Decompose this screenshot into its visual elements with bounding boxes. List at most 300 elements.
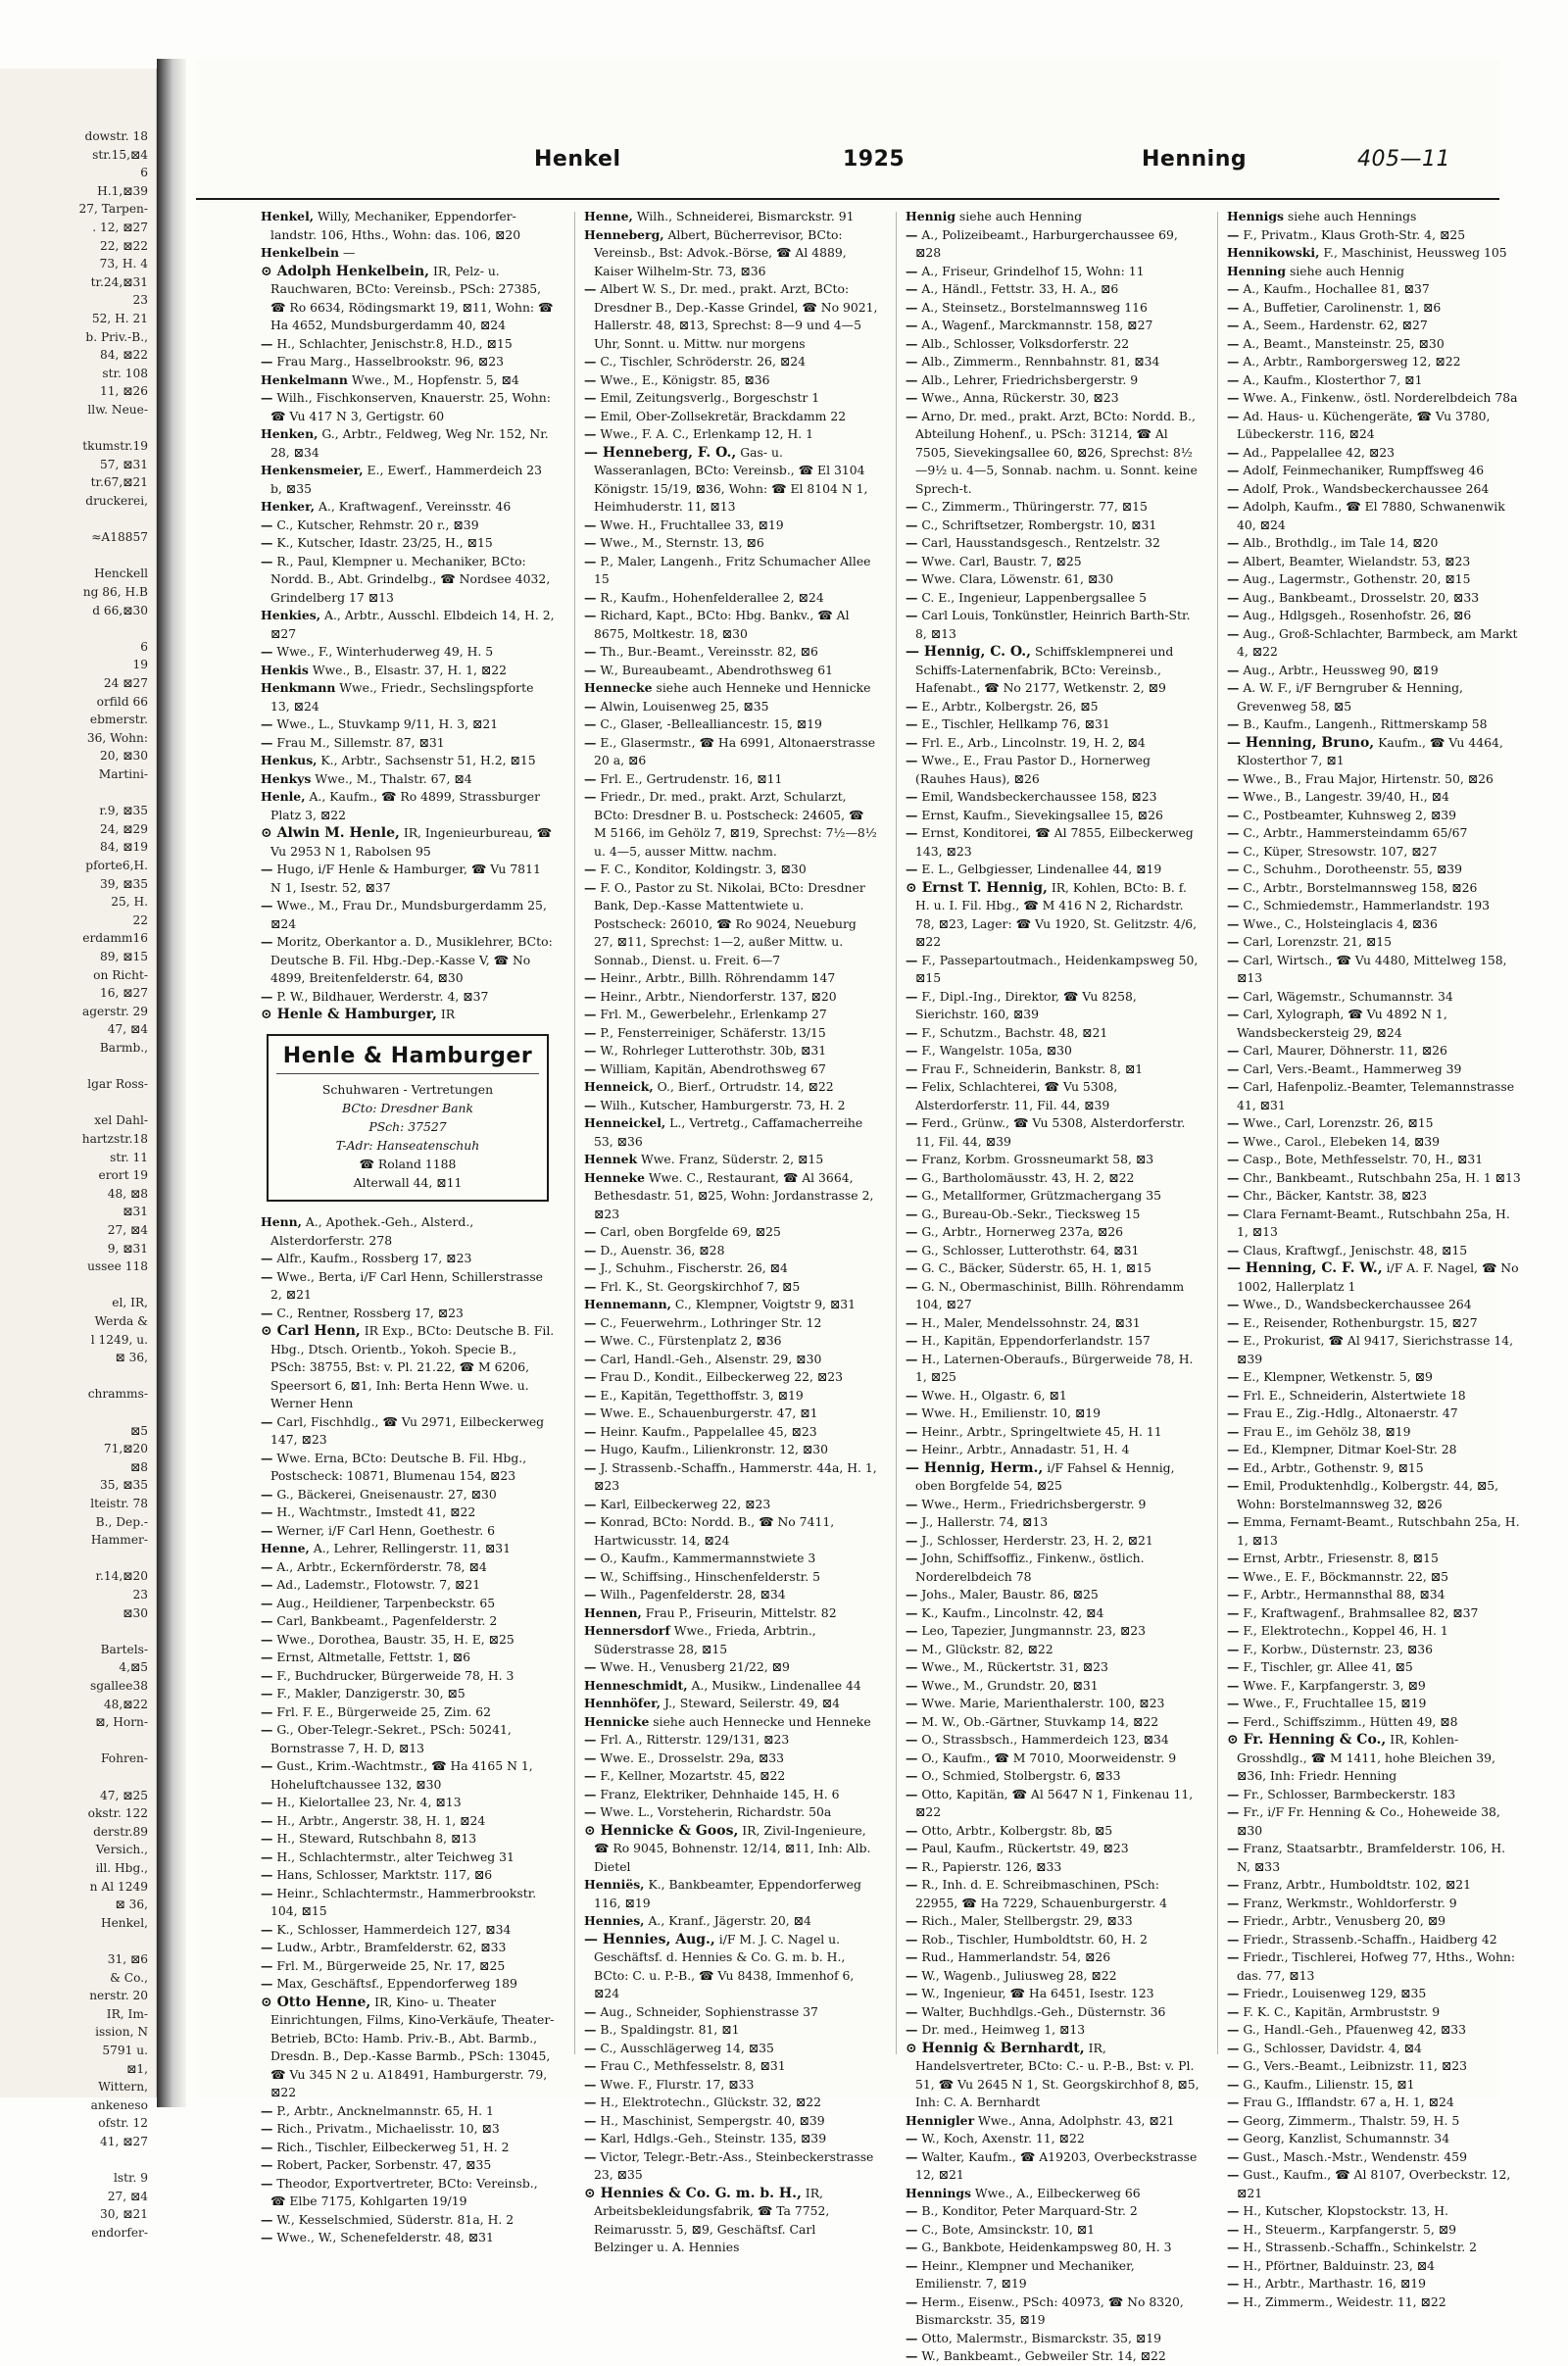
entry-details: W., Kesselschmied, Süderstr. 81a, H. 2 xyxy=(272,2211,514,2227)
entry-details: Franz, Arbtr., Humboldtstr. 102, ⊠21 xyxy=(1239,1877,1472,1892)
entry-name: — xyxy=(1227,335,1240,351)
directory-entry xyxy=(1227,1459,1521,1478)
directory-entry xyxy=(906,353,1200,371)
directory-entry xyxy=(261,2175,555,2211)
entry-details: A., Kaufm., Klosterthor 7, ⊠1 xyxy=(1239,371,1423,387)
entry-name: — xyxy=(906,2221,918,2237)
entry-details: Frl. E., Arb., Lincolnstr. 19, H. 2, ⊠4 xyxy=(917,734,1146,750)
directory-entry xyxy=(1227,1731,1521,1786)
entry-details: C., Arbtr., Hammersteindamm 65/67 xyxy=(1239,825,1468,840)
directory-entry xyxy=(906,1604,1200,1623)
directory-entry xyxy=(584,1259,878,1278)
entry-name: — xyxy=(906,862,918,876)
entry-details: Friedr., Dr. med., prakt. Arzt, Schularzt, BCto: Dresdner B. u. Postscheck: 24605, ☎ M 5166, im Gehölz 7, ⊠19, Sprechst: 7½—8½ u. 4—5, ausser Mittw. nachm. xyxy=(594,789,877,859)
entry-name: — xyxy=(906,1405,918,1420)
entry-name: — xyxy=(906,825,918,840)
directory-entry xyxy=(1227,2003,1521,2022)
entry-name: — xyxy=(906,226,918,242)
directory-entry xyxy=(584,1658,878,1677)
entry-name: — xyxy=(906,1949,918,1964)
directory-entry xyxy=(584,517,878,535)
entry-details: Frau P., Friseurin, Mittelstr. 82 xyxy=(641,1604,837,1620)
entry-name: — xyxy=(1227,807,1240,822)
directory-entry xyxy=(1227,1169,1521,1188)
ad-line: ☎ Roland 1188 xyxy=(359,1157,457,1171)
entry-details: L., Vertretg., Caffamacherreihe 53, ⊠36 xyxy=(594,1115,863,1149)
directory-entry xyxy=(584,208,878,226)
entry-name: — xyxy=(584,1568,597,1584)
entry-name: — xyxy=(1227,2240,1240,2254)
entry-name: — xyxy=(1227,825,1240,840)
entry-details: G., Bartholomäusstr. 43, H. 2, ⊠22 xyxy=(917,1169,1135,1185)
entry-name: ⊙ Otto Henne, xyxy=(261,1994,371,2010)
entry-details: A., Polizeibeamt., Harburgerchaussee 69, ⊠28 xyxy=(915,226,1178,260)
entry-details: Frau D., Kondit., Eilbeckerweg 22, ⊠23 xyxy=(596,1369,844,1384)
ad-line: PSch: 37527 xyxy=(368,1119,447,1134)
directory-entry xyxy=(584,2112,878,2131)
directory-entry xyxy=(1227,607,1521,625)
directory-entry xyxy=(906,1550,1200,1586)
directory-entry xyxy=(1227,824,1521,843)
directory-entry xyxy=(1227,1658,1521,1677)
entry-name: — xyxy=(261,1613,273,1628)
entry-name: — Henning, C. F. W., xyxy=(1227,1260,1383,1276)
entry-details: G., Bankbote, Heidenkampsweg 80, H. 3 xyxy=(917,2240,1172,2254)
entry-details: A., Arbtr., Ausschl. Elbdeich 14, H. 2, ⊠27 xyxy=(270,608,555,641)
entry-name: — xyxy=(1227,2167,1240,2182)
entry-name: — xyxy=(261,1795,273,1809)
entry-details: Wwe., Frieda, Arbtrin., Süderstrasse 28, ⊠15 xyxy=(594,1623,816,1656)
entry-details: Felix, Schlachterei, ☎ Vu 5308, Alsterdorferstr. 11, Fil. 44, ⊠39 xyxy=(915,1079,1118,1112)
entry-details: Alfr., Kaufm., Rossberg 17, ⊠23 xyxy=(272,1251,472,1265)
directory-entry xyxy=(261,1250,555,1268)
directory-entry xyxy=(1227,2076,1521,2095)
directory-entry xyxy=(906,280,1200,299)
entry-name: Henkies, xyxy=(261,608,321,622)
entry-details: Carl, Xylograph, ☎ Vu 4892 N 1, Wandsbeckersteig 29, ⊠24 xyxy=(1237,1007,1447,1040)
directory-entry xyxy=(1227,1296,1521,1314)
facing-page-fragment: 84, ⊠22 xyxy=(100,348,148,363)
entry-name: — xyxy=(1227,1568,1240,1584)
entry-name: — xyxy=(261,390,273,405)
directory-entry xyxy=(906,371,1200,390)
entry-details: Wwe., M., Grundstr. 20, ⊠31 xyxy=(917,1677,1099,1693)
facing-page-fragment: okstr. 122 xyxy=(87,1806,148,1821)
directory-entry xyxy=(1227,1206,1521,1242)
entry-details: Aug., Arbtr., Heussweg 90, ⊠19 xyxy=(1239,662,1439,677)
entry-name: Henniës, xyxy=(584,1877,645,1892)
entry-details: Ernst, Konditorei, ☎ Al 7855, Eilbeckerweg 143, ⊠23 xyxy=(915,825,1194,859)
directory-entry xyxy=(261,1685,555,1703)
entry-details: Aug., Heildiener, Tarpenbeckstr. 65 xyxy=(272,1595,496,1610)
directory-entry xyxy=(906,299,1200,318)
entry-name: — xyxy=(906,1442,918,1456)
entry-details: D., Auenstr. 36, ⊠28 xyxy=(596,1242,725,1257)
directory-entry xyxy=(261,1540,555,1558)
directory-entry xyxy=(1227,2239,1521,2257)
entry-name: — xyxy=(1227,1442,1240,1456)
entry-name: — xyxy=(906,2330,918,2345)
directory-entry xyxy=(1227,2166,1521,2202)
facing-page-fragment: str. 11 xyxy=(110,1150,148,1164)
directory-entry xyxy=(584,2076,878,2095)
directory-entry xyxy=(584,643,878,662)
header-left-word: Henkel xyxy=(534,147,621,172)
directory-entry xyxy=(261,1413,555,1450)
entry-name: Hennemann, xyxy=(584,1297,671,1311)
directory-entry xyxy=(584,969,878,988)
entry-name: — xyxy=(584,553,597,568)
directory-entry xyxy=(906,1750,1200,1768)
entry-name: — xyxy=(261,1504,273,1519)
entry-name: ⊙ Henle & Hamburger, xyxy=(261,1007,437,1022)
entry-name: Hennies, xyxy=(584,1913,645,1928)
facing-page-fragment: Barmb., xyxy=(99,1041,148,1055)
directory-entry xyxy=(261,1921,555,1940)
directory-entry xyxy=(1227,1840,1521,1876)
directory-entry xyxy=(261,553,555,608)
directory-entry xyxy=(1227,1187,1521,1206)
directory-entry xyxy=(261,770,555,789)
entry-details: K., Kaufm., Lincolnstr. 42, ⊠4 xyxy=(917,1604,1104,1620)
entry-details: Gas- u. Wasseranlagen, BCto: Vereinsb., ☎ El 3104 Königstr. 15/19, ⊠36, Wohn: ☎ El 8104 N 1, Heimhuderstr. 11, ⊠13 xyxy=(594,444,868,514)
entry-name: — xyxy=(1227,1297,1240,1311)
entry-name: — xyxy=(906,2348,918,2363)
entry-details: P., Fensterreiniger, Schäferstr. 13/15 xyxy=(596,1024,826,1040)
directory-entry xyxy=(906,1206,1200,1224)
entry-details: Franz, Werkmstr., Wohldorferstr. 9 xyxy=(1239,1895,1457,1910)
directory-entry xyxy=(1227,1586,1521,1604)
directory-entry xyxy=(584,1296,878,1314)
entry-details: C., Schmiedemstr., Hammerlandstr. 193 xyxy=(1239,898,1490,912)
entry-details: Albert, Beamter, Wielandstr. 53, ⊠23 xyxy=(1239,553,1471,568)
directory-entry xyxy=(261,1486,555,1504)
entry-name: — Hennies, Aug., xyxy=(584,1931,715,1947)
directory-column-2 xyxy=(584,208,878,2254)
entry-name: — xyxy=(584,1314,597,1330)
entry-details: Frl. K., St. Georgskirchhof 7, ⊠5 xyxy=(596,1278,801,1294)
directory-entry xyxy=(906,643,1200,698)
entry-details: Kaufm., ☎ Vu 4464, Klosterthor 7, ⊠1 xyxy=(1237,734,1503,767)
entry-name: — xyxy=(906,2148,918,2164)
entry-name: — xyxy=(261,1848,273,1864)
entry-name: — xyxy=(1227,934,1240,949)
facing-page-fragment: 31, ⊠6 xyxy=(107,1952,148,1966)
facing-page-fragment: 47, ⊠25 xyxy=(100,1788,148,1802)
entry-name: — xyxy=(1227,1043,1240,1058)
directory-entry xyxy=(906,1767,1200,1786)
directory-entry xyxy=(1227,879,1521,898)
entry-details: siehe auch Hennig xyxy=(1286,263,1405,278)
facing-page-fragment: 27, ⊠4 xyxy=(107,2189,148,2203)
directory-entry xyxy=(1227,570,1521,589)
directory-entry xyxy=(261,498,555,517)
directory-entry xyxy=(584,2148,878,2185)
entry-name: — xyxy=(584,879,597,895)
entry-details: IR, Handelsvertreter, BCto: C.- u. P.-B., Bst: v. Pl. 51, ☎ Vu 2645 N 1, St. Georgskirchhof 8, ⊠5, Inh: C. A. Bernhardt xyxy=(915,2040,1200,2109)
directory-entry xyxy=(906,1278,1200,1314)
entry-name: — xyxy=(261,1577,273,1592)
column-rule xyxy=(896,212,897,2054)
directory-entry xyxy=(1227,2148,1521,2167)
entry-name: — xyxy=(261,1686,273,1701)
directory-entry xyxy=(261,2102,555,2121)
directory-entry xyxy=(1227,1677,1521,1696)
directory-entry xyxy=(1227,1368,1521,1387)
entry-name: — xyxy=(1227,952,1240,967)
entry-details: Wwe., Anna, Rückerstr. 30, ⊠23 xyxy=(917,390,1119,405)
entry-name: — xyxy=(1227,1986,1240,2000)
facing-page-fragment: 11, ⊠26 xyxy=(100,384,148,399)
facing-page-fragment: on Richt- xyxy=(93,967,148,982)
directory-entry xyxy=(584,788,878,861)
facing-page-fragment: IR, Im- xyxy=(106,2006,148,2021)
entry-details: IR, Kohlen-Grosshdlg., ☎ M 1411, hohe Bleichen 39, ⊠36, Inh: Friedr. Henning xyxy=(1237,1732,1495,1783)
entry-details: A., Steinsetz., Borstelmannsweg 116 xyxy=(917,299,1148,315)
entry-name: — xyxy=(261,1976,273,1991)
entry-details: H., Schlachter, Jenischstr.8, H.D., ⊠15 xyxy=(272,335,513,351)
entry-details: F., Elektrotechn., Koppel 46, H. 1 xyxy=(1239,1623,1448,1638)
entry-name: Henneick, xyxy=(584,1079,654,1094)
entry-details: Wwe. F., Flurstr. 17, ⊠33 xyxy=(596,2076,755,2092)
entry-name: — xyxy=(1227,1604,1240,1620)
facing-page-fragment: lstr. 9 xyxy=(113,2171,148,2186)
entry-details: IR Exp., BCto: Deutsche B. Fil. Hbg., Dtsch. Orientb., Yokoh. Specie B., PSch: 38755, Bst: v. Pl. 21.22, ☎ M 6206, Speersort 6, ⊠1, Inh: Berta Henn Wwe. u. Werner Henn xyxy=(270,1323,555,1410)
directory-entry xyxy=(906,1332,1200,1351)
entry-details: IR, Zivil-Ingenieure, ☎ Ro 9045, Bohnenstr. 12/14, ⊠11, Inh: Alb. Dietel xyxy=(594,1822,871,1874)
entry-details: O., Bierf., Ortrudstr. 14, ⊠22 xyxy=(653,1079,834,1094)
entry-details: Frl. E., Gertrudenstr. 16, ⊠11 xyxy=(596,770,783,786)
entry-details: Aug., Groß-Schlachter, Barmbeck, am Markt 4, ⊠22 xyxy=(1237,625,1518,659)
entry-name: — xyxy=(261,335,273,351)
entry-details: Frau E., im Gehölz 38, ⊠19 xyxy=(1239,1423,1411,1439)
directory-entry xyxy=(584,425,878,444)
entry-details: B., Konditor, Peter Marquard-Str. 2 xyxy=(917,2203,1138,2218)
directory-entry xyxy=(906,1351,1200,1387)
entry-name: Hennen, xyxy=(584,1604,642,1620)
entry-details: A., Apothek.-Geh., Alsterd., Alsterdorferstr. 278 xyxy=(270,1214,474,1248)
entry-details: E., Kapitän, Tegetthoffstr. 3, ⊠19 xyxy=(596,1387,804,1403)
directory-entry xyxy=(1227,263,1521,281)
facing-page-fragment: llw. Neue- xyxy=(87,403,148,417)
facing-page-fragment: r.9, ⊠35 xyxy=(99,804,148,818)
entry-details: Ad., Pappelallee 42, ⊠23 xyxy=(1239,444,1396,460)
entry-name: — xyxy=(1227,2076,1240,2092)
entry-details: Wwe., E., Frau Pastor D., Hornerweg (Rauhes Haus), ⊠26 xyxy=(915,753,1151,786)
entry-name: — xyxy=(584,1732,597,1747)
entry-name: — xyxy=(1227,2112,1240,2128)
directory-entry xyxy=(906,2148,1200,2185)
entry-name: — xyxy=(1227,1369,1240,1384)
entry-name: — xyxy=(261,1413,273,1429)
directory-entry xyxy=(906,1948,1200,1967)
directory-entry xyxy=(906,2347,1200,2366)
entry-name: Hennigler xyxy=(906,2112,975,2128)
directory-entry xyxy=(1227,462,1521,480)
entry-details: F., Kraftwagenf., Brahmsallee 82, ⊠37 xyxy=(1239,1604,1479,1620)
entry-name: — xyxy=(906,1677,918,1693)
entry-name: Henle, xyxy=(261,789,306,804)
entry-details: A., Händl., Fettstr. 33, H. A., ⊠6 xyxy=(917,281,1119,296)
facing-page-fragment: nerstr. 20 xyxy=(89,1989,148,2003)
entry-details: i/F A. F. Nagel, ☎ No 1002, Hallerplatz 1 xyxy=(1237,1260,1519,1294)
directory-entry xyxy=(906,1169,1200,1188)
facing-page-fragment: 6 xyxy=(140,166,148,180)
entry-details: F., Arbtr., Hermannsthal 88, ⊠34 xyxy=(1239,1587,1446,1602)
entry-details: Emil, Produktenhdlg., Kolbergstr. 44, ⊠5, Wohn: Borstelmannsweg 32, ⊠26 xyxy=(1237,1478,1499,1511)
directory-entry xyxy=(1227,843,1521,862)
entry-name: — xyxy=(261,2157,273,2172)
directory-entry xyxy=(261,1213,555,1250)
facing-page-fragment: Hammer- xyxy=(90,1533,148,1548)
directory-entry xyxy=(261,1866,555,1885)
entry-details: Hugo, Kaufm., Lilienkronstr. 12, ⊠30 xyxy=(596,1442,829,1456)
directory-entry xyxy=(906,317,1200,335)
entry-details: Frau F., Schneiderin, Bankstr. 8, ⊠1 xyxy=(917,1060,1144,1076)
entry-name: Henkelbein xyxy=(261,245,340,260)
directory-entry xyxy=(906,335,1200,354)
facing-page-fragment: erdamm16 xyxy=(82,931,148,946)
facing-page-fragment: str. 108 xyxy=(102,366,148,380)
entry-details: H., Arbtr., Marthastr. 16, ⊠19 xyxy=(1239,2276,1427,2291)
directory-entry xyxy=(1227,553,1521,571)
entry-details: Carl, Handl.-Geh., Alsenstr. 29, ⊠30 xyxy=(596,1351,822,1366)
facing-page-fragment: 24, ⊠29 xyxy=(100,821,148,836)
entry-details: C., Schuhm., Dorotheenstr. 55, ⊠39 xyxy=(1239,862,1463,876)
entry-name: — xyxy=(584,1043,597,1058)
facing-page-fragment: 36, Wohn: xyxy=(86,730,148,745)
entry-name: Henker, xyxy=(261,499,316,514)
entry-details: Wwe. E., Schauenburgerstr. 47, ⊠1 xyxy=(596,1405,818,1420)
entry-details: Paul, Kaufm., Rückertstr. 49, ⊠23 xyxy=(917,1841,1129,1855)
entry-name: — xyxy=(906,1423,918,1439)
directory-entry xyxy=(584,1242,878,1260)
entry-details: F., Kellner, Mozartstr. 45, ⊠22 xyxy=(596,1768,786,1783)
entry-name: — xyxy=(261,1885,273,1900)
directory-entry xyxy=(261,2139,555,2157)
facing-page-fragment: 22 xyxy=(132,912,148,927)
directory-entry xyxy=(584,988,878,1007)
entry-name: — xyxy=(584,1260,597,1275)
entry-name: — xyxy=(1227,1641,1240,1656)
entry-name: — xyxy=(261,2139,273,2154)
directory-entry xyxy=(261,2120,555,2139)
facing-page-fragment: d 66,⊠30 xyxy=(92,603,148,617)
entry-name: — xyxy=(584,281,597,296)
facing-page-fragment: 35, ⊠35 xyxy=(100,1478,148,1493)
entry-name: — xyxy=(906,390,918,405)
directory-entry xyxy=(261,752,555,770)
directory-entry xyxy=(906,1314,1200,1333)
entry-name: — xyxy=(906,1514,918,1529)
entry-name: — xyxy=(261,1667,273,1683)
entry-details: Schiffsklempnerei und Schiffs-Laternenfabrik, BCto: Vereinsb., Hafenabt., ☎ No 2177, Wetkenstr. 2, ⊠9 xyxy=(915,644,1174,695)
directory-entry xyxy=(584,1423,878,1442)
entry-name: — xyxy=(1227,915,1240,931)
directory-entry xyxy=(1227,498,1521,534)
entry-name: — xyxy=(261,988,273,1004)
entry-details: F., Passepartoutmach., Heidenkampsweg 50, ⊠15 xyxy=(915,952,1199,985)
facing-page-fragment: 52, H. 21 xyxy=(91,312,148,325)
entry-details: Wwe., F. A. C., Erlenkamp 12, H. 1 xyxy=(596,426,814,441)
entry-name: Hennhöfer, xyxy=(584,1696,662,1710)
entry-details: K., Kutscher, Idastr. 23/25, H., ⊠15 xyxy=(272,535,493,550)
directory-entry xyxy=(1227,788,1521,807)
entry-name: — xyxy=(261,716,273,731)
directory-entry xyxy=(906,2221,1200,2240)
entry-name: — xyxy=(906,2293,918,2309)
entry-name: — xyxy=(906,1314,918,1330)
entry-name: — xyxy=(906,716,918,731)
entry-name: — xyxy=(584,1750,597,1765)
entry-details: Albert, Bücherrevisor, BCto: Vereinsb., Bst: Advok.-Börse, ☎ Al 4889, Kaiser Wilhelm-Str. 73, ⊠36 xyxy=(594,226,847,278)
entry-name: — xyxy=(906,1641,918,1656)
entry-name: — xyxy=(261,1450,273,1465)
entry-details: F., Privatm., Klaus Groth-Str. 4, ⊠25 xyxy=(1239,226,1466,242)
directory-entry xyxy=(1227,1622,1521,1641)
entry-name: Henneschmidt, xyxy=(584,1677,688,1693)
column-rule xyxy=(574,212,575,2054)
entry-details: F. K. C., Kapitän, Armbruststr. 9 xyxy=(1239,2003,1441,2019)
directory-entry xyxy=(584,1586,878,1604)
entry-details: Clara Fernamt-Beamt., Rutschbahn 25a, H. 1, ⊠13 xyxy=(1237,1206,1510,1239)
directory-entry xyxy=(1227,534,1521,553)
directory-entry xyxy=(584,534,878,553)
directory-entry xyxy=(906,1586,1200,1604)
entry-details: Carl, Wägemstr., Schumannstr. 34 xyxy=(1239,988,1453,1004)
entry-name: — xyxy=(261,1251,273,1265)
entry-name: — xyxy=(261,1758,273,1773)
directory-entry xyxy=(1227,335,1521,354)
directory-entry xyxy=(1227,1550,1521,1568)
directory-entry xyxy=(1227,625,1521,662)
directory-entry xyxy=(906,1641,1200,1659)
entry-details: Wwe. H., Venusberg 21/22, ⊠9 xyxy=(596,1659,790,1674)
directory-entry xyxy=(1227,2057,1521,2076)
directory-entry xyxy=(261,517,555,535)
directory-entry xyxy=(1227,408,1521,444)
entry-name: — xyxy=(906,1278,918,1294)
directory-entry xyxy=(1227,662,1521,680)
directory-column-3 xyxy=(906,208,1200,2363)
directory-entry xyxy=(1227,1985,1521,2003)
directory-entry xyxy=(584,1278,878,1297)
entry-details: E., Klempner, Wetkenstr. 5, ⊠9 xyxy=(1239,1369,1433,1384)
directory-entry xyxy=(906,861,1200,879)
directory-entry xyxy=(1227,679,1521,715)
entry-name: — xyxy=(906,318,918,332)
directory-entry xyxy=(1227,480,1521,499)
entry-name: — xyxy=(906,1858,918,1874)
directory-entry xyxy=(584,1332,878,1351)
directory-entry xyxy=(906,2330,1200,2348)
entry-name: — xyxy=(261,1631,273,1647)
directory-entry xyxy=(1227,1314,1521,1333)
entry-name: — xyxy=(1227,898,1240,912)
directory-entry xyxy=(584,861,878,879)
entry-details: Adolf, Prok., Wandsbeckerchaussee 264 xyxy=(1239,480,1490,496)
directory-entry xyxy=(1227,444,1521,463)
entry-details: i/F Fahsel & Hennig, oben Borgfelde 54, ⊠25 xyxy=(915,1459,1175,1493)
entry-name: — xyxy=(1227,862,1240,876)
entry-details: G. N., Obermaschinist, Billh. Röhrendamm 104, ⊠27 xyxy=(915,1278,1185,1311)
entry-details: H., Laternen-Oberaufs., Bürgerweide 78, H. 1, ⊠25 xyxy=(915,1351,1194,1384)
entry-details: G. C., Bäcker, Süderstr. 65, H. 1, ⊠15 xyxy=(917,1260,1152,1275)
directory-entry xyxy=(906,2257,1200,2293)
book-gutter xyxy=(157,59,186,2107)
entry-name: — xyxy=(906,1696,918,1710)
entry-name: — xyxy=(1227,1188,1240,1203)
